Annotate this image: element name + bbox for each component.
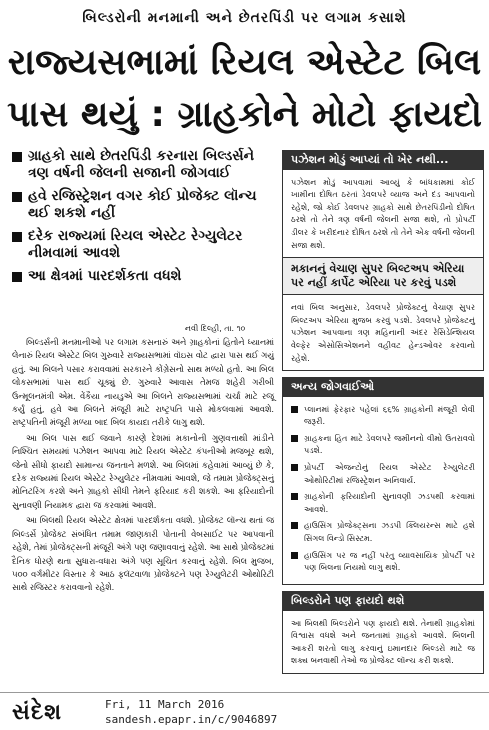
- clip-date: Fri, 11 March 2016: [105, 698, 225, 711]
- box-header: પઝેશન મોડું આપ્યાં તો ખેર નથી...: [283, 151, 483, 170]
- highlight-bullets: [12, 148, 274, 291]
- possession-box: [282, 150, 484, 371]
- newspaper-logo: સંદેશ: [12, 699, 63, 725]
- list-item: ગ્રાહકના હિત માટે ડેવલપરે જમીનનો વીમો ઉતરાવવો પડશે.: [291, 432, 475, 457]
- clip-meta: [105, 697, 277, 727]
- list-item: હાઉસિંગ પર જ નહીં પરંતુ વ્યાવસાયિક પ્રોપર્ટી પર પણ બિલના નિયમો લાગુ થશે.: [291, 549, 475, 574]
- paragraph: બિલ્ડર્સની મનમાનીઓ પર લગામ કસનારું અને ગ્રાહકોનાં હિતોને ધ્યાનમાં લેનારું રિયલ એસ્ટેટ બિલ ગુરુવારે રાજ્યસભામાં વૉઇસ વોટ દ્વારા પાસ થઈ ગયું હતું. આ બિલને પસાર કરાવવામાં સરકારને કોંગ્રેસનો સાથ મળ્યો હતો. આ બિલ લોકસભામાં પાસ થઈ ચૂક્યું છે. ગુરુવારે આવાસ તેમજ શહેરી ગરીબી ઉન્મૂલનમંત્રી એમ. વેંકૈયા નાયડુએ આ બિલને રાજ્યસભામાં ચર્ચા માટે રજૂ કર્યું હતું, હવે આ બિલને મંજૂરી માટે રાષ્ટ્રપતિ પાસે મોકલવામાં આવશે. રાષ્ટ્રપતિની મંજૂરી મળ્યા બાદ બિલ કાયદા તરીકે લાગુ થશે.: [12, 337, 274, 428]
- headline-line-2: પાસ થયું : ગ્રાહકોને મોટો ફાયદો: [7, 94, 482, 135]
- bullet-text: આ ક્ષેત્રમાં પારદર્શકતા વધશે: [28, 268, 182, 284]
- bullet-item: [12, 268, 274, 285]
- bullet-text: હવે રજિસ્ટ્રેશન વગર કોઈ પ્રોજેક્ટ લૉન્ચ થઈ શકશે નહીં: [28, 188, 257, 221]
- square-bullet-icon: [291, 552, 298, 559]
- headline-line-1: રાજ્યસભામાં રિયલ એસ્ટેટ બિલ: [7, 42, 482, 83]
- square-bullet-icon: [12, 152, 22, 162]
- square-bullet-icon: [291, 522, 298, 529]
- square-bullet-icon: [12, 232, 22, 242]
- list-item: પ્રોપર્ટી એજન્ટોનું રિયલ એસ્ટેટ રેગ્યુલેટરી ઓથોરિટીમાં રજિસ્ટ્રેશન અનિવાર્ય.: [291, 461, 475, 486]
- bullet-text: દરેક રાજ્યમાં રિયલ એસ્ટેટ રેગ્યુલેટર નીમવામાં આવશે: [28, 228, 243, 261]
- list-item: ગ્રાહકોની ફરિયાદોની સુનાવણી ઝડપથી કરવામાં આવશે.: [291, 490, 475, 515]
- square-bullet-icon: [291, 493, 298, 500]
- square-bullet-icon: [12, 272, 22, 282]
- provisions-list: [291, 403, 475, 574]
- box-text: આ બિલથી બિલ્ડરોને પણ ફાયદો થશે. તેનાથી ગ્રાહકોમાં વિશ્વાસ વધશે અને જનતામાં ગ્રાહકો આવશે. બિલની આકરી શરતો લાગુ કરવાનું ઇમાનદાર બિલ્ડરો માટે જ શક્ય બનવાથી તેઓ જ પ્રોજેક્ટ લૉન્ચ કરી શકશે.: [291, 617, 475, 666]
- kicker: બિલ્ડરોની મનમાની અને છેતરપિંડી પર લગામ કસાશે: [82, 10, 407, 26]
- box-header: અન્ય જોગવાઈઓ: [283, 378, 483, 397]
- footer: [0, 692, 489, 730]
- box-text: નવાં બિલ અનુસાર, ડેવલપરે પ્રોજેક્ટનું વેચાણ સુપર બિલ્ટઅપ એરિયા મુજબ કરવું પડશે. ડેવલપરે પ્રોજેક્ટનું પઝેશન આપવાના ત્રણ મહિનાની અંદર રેસિડેન્શિયલ વેલ્ફેર એસોસિએશનને વહીવટ હેન્ડઓવર કરવાનો રહેશે.: [291, 302, 475, 363]
- square-bullet-icon: [291, 464, 298, 471]
- box-text: પઝેશન મોડું આપવામાં આવ્યું કે બાંધકામમાં કોઈ ખામીના દોષિત ઠરતાં ડેવલપરે વ્યાજ અને દંડ આપવાનો રહેશે, જો કોઈ ડેવલપર ગ્રાહકો સાથે છેતરપિંડીનો દોષિત ઠરશે તો તેને ત્રણ વર્ષની જેલની સજા થશે, તો પ્રોપર્ટી ડીલર કે ખરીદનાર દોષિત ઠરશે તો તેને એક વર્ષની જેલની સજા થશે.: [291, 176, 475, 250]
- square-bullet-icon: [291, 435, 298, 442]
- bullet-text: ગ્રાહકો સાથે છેતરપિંડી કરનારા બિલ્ડર્સને ત્રણ વર્ષની જેલની સજાની જોગવાઈ: [28, 148, 255, 181]
- other-provisions-box: [282, 377, 484, 585]
- box-header: બિલ્ડરોને પણ ફાયદો થશે: [283, 592, 483, 611]
- bullet-item: [12, 228, 274, 262]
- clip-url[interactable]: sandesh.epapr.in/c/9046897: [105, 713, 278, 726]
- paragraph: આ બિલ પાસ થઈ જવાને કારણે દેશમાં મકાનોની ગુણવત્તાથી માંડીને નિશ્ચિત સમયમાં પઝેશન આપવા માટે રિયલ એસ્ટેટ કંપનીઓ મજબૂર થશે, જેનો સીધો ફાયદો સામાન્ય જનતાને મળશે. આ બિલમાં કહેવામાં આવ્યું છે કે, દરેક રાજ્યમાં રિયલ એસ્ટેટ રેગ્યુલેટર નીમવામાં આવશે, જે તમામ પ્રોજેક્ટ્સનું મોનિટરિંગ કરશે અને ગ્રાહકો સીધી તેમને ફરિયાદ કરી શકશે. આ ફરિયાદોની સુનાવણી નિયામક દ્વારા જ કરવામાં આવશે.: [12, 432, 274, 510]
- paragraph: આ બિલથી રિયલ એસ્ટેટ ક્ષેત્રમાં પારદર્શકતા વધશે. પ્રોજેક્ટ લૉન્ચ થતાં જ બિલ્ડર્સે પ્રોજેક્ટ સંબંધિત તમામ જાણકારી પોતાની વેબસાઈટ પર આપવાની રહેશે, તેમાં પ્રોજેક્ટ્સની મંજૂરી અંગે પણ જણાવવાનું રહેશે. આ સાથે પ્રોજેક્ટમાં દૈનિક ધોરણે થતા સુધારા-વધારા અંગે પણ સૂચિત કરવાનું રહેશે. બિલ મુજબ, ૫૦૦ વર્ગમીટર વિસ્તાર કે આઠ ફ્લૅટવાળા પ્રોજેક્ટને પણ રેગ્યુલેટરી ઓથોરિટી સાથે રજિસ્ટર કરાવવાનો રહેશે.: [12, 515, 274, 593]
- builders-benefit-box: [282, 591, 484, 674]
- bullet-item: [12, 188, 274, 222]
- list-item: પ્લાનમાં ફેરફાર પહેલાં ૬૬% ગ્રાહકોની મંજૂરી લેવી જરૂરી.: [291, 403, 475, 428]
- square-bullet-icon: [12, 192, 22, 202]
- dateline: નવી દિલ્હી, તા. ૧૦: [185, 324, 246, 333]
- list-item: હાઉસિંગ પ્રોજેક્ટ્સના ઝડપી ક્લિયરન્સ માટે હશે સિંગલ વિન્ડો સિસ્ટમ.: [291, 519, 475, 544]
- square-bullet-icon: [291, 406, 298, 413]
- bullet-item: [12, 148, 274, 182]
- article-body: [12, 336, 274, 597]
- box-subheading: મકાનનું વેચાણ સુપર બિલ્ટઅપ એરિયા પર નહીં કાર્પેટ એરિયા પર કરવું પડશે: [283, 257, 483, 295]
